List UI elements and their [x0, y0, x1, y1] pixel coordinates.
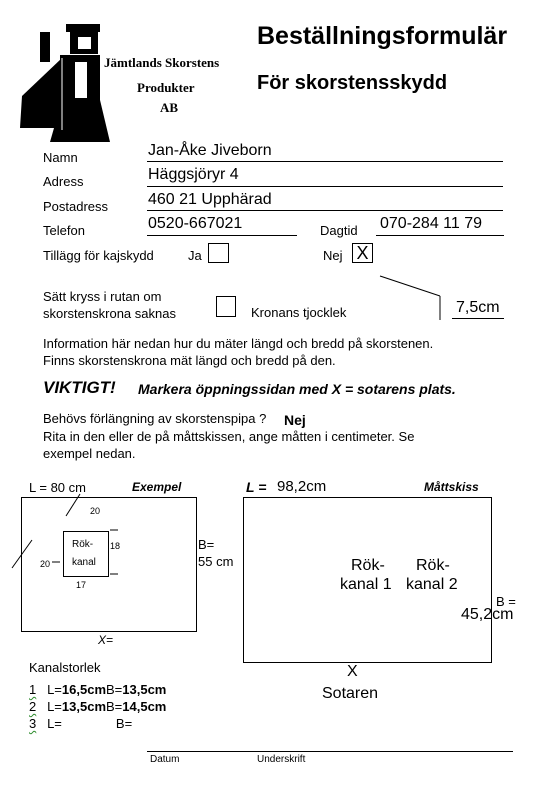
important-text: Markera öppningssidan med X = sotarens plats.: [138, 381, 456, 397]
extension-answer[interactable]: Nej: [284, 412, 306, 428]
extension-question: Behövs förlängning av skorstenspipa ?: [43, 411, 267, 426]
sketch-flue2-line2: kanal 2: [406, 576, 458, 593]
example-left-dim: 20: [40, 559, 51, 569]
example-top-dim: 20: [90, 506, 101, 516]
crown-thickness-line: [452, 318, 504, 319]
addon-no-label: Nej: [323, 248, 343, 263]
logo-text-line2: Produkter: [137, 80, 195, 95]
daytime-value[interactable]: 070-284 11 79: [380, 215, 483, 232]
name-value[interactable]: Jan-Åke Jiveborn: [148, 142, 272, 159]
extension-line2: Rita in den eller de på måttskissen, ange måtten i centimeter. Se: [43, 429, 415, 444]
example-flue-box: [63, 531, 109, 577]
channel-row: [29, 699, 166, 715]
daytime-label: Dagtid: [320, 223, 358, 238]
sketch-title: Måttskiss: [424, 480, 479, 494]
addon-label-text: Tillägg för kajskydd: [43, 248, 154, 263]
phone-label: Telefon: [43, 223, 85, 238]
sketch-flue2-line1: Rök-: [416, 557, 450, 574]
postal-value[interactable]: 460 21 Upphärad: [148, 191, 272, 208]
important-heading: VIKTIGT!: [43, 378, 116, 397]
crown-line2: skorstenskrona saknas: [43, 306, 176, 321]
example-title: Exempel: [132, 480, 182, 494]
channel-l-label: L=: [47, 699, 62, 714]
example-bottom-dim: 17: [76, 580, 87, 590]
channels-title: Kanalstorlek: [29, 660, 101, 675]
sketch-length-label: L =: [246, 479, 267, 495]
example-flue-line1: Rök-: [72, 539, 94, 550]
logo-text-line1: Jämtlands Skorstens: [104, 55, 220, 70]
address-value[interactable]: Häggsjöryr 4: [148, 166, 239, 183]
logo-text-line3: AB: [160, 100, 179, 115]
example-width-line2: 55 cm: [198, 554, 234, 569]
example-flue-line2: kanal: [72, 557, 96, 568]
channel-b-value[interactable]: 13,5cm: [122, 682, 167, 697]
channel-l-value[interactable]: 16,5cm: [61, 682, 106, 697]
channel-l-value[interactable]: 13,5cm: [61, 699, 106, 714]
sketch-sweep-label: Sotaren: [322, 685, 379, 702]
name-line: [147, 161, 503, 162]
channel-b-label: B=: [115, 716, 133, 731]
info-line1: Information här nedan hur du mäter längd och bredd på skorstenen.: [43, 336, 434, 351]
date-label: Datum: [150, 754, 180, 765]
extension-line3: exempel nedan.: [43, 446, 136, 461]
example-width-line1: B=: [198, 537, 215, 552]
form-title: Beställningsformulär: [257, 22, 508, 50]
sketch-flue1-line1: Rök-: [351, 557, 385, 574]
phone-value[interactable]: 0520-667021: [148, 215, 243, 232]
address-label: Adress: [43, 174, 84, 189]
channel-num: 1: [29, 682, 37, 697]
info-line2: Finns skorstenskrona mät längd och bredd på den.: [43, 353, 336, 368]
channel-l-label: L=: [47, 716, 62, 731]
crown-missing-checkbox[interactable]: [216, 296, 236, 317]
sketch-length-value[interactable]: 98,2cm: [277, 478, 327, 495]
example-length: L = 80 cm: [29, 480, 86, 495]
channel-num: 3: [29, 716, 37, 731]
postal-line: [147, 210, 503, 211]
crown-line1: Sätt kryss i rutan om: [43, 289, 162, 304]
daytime-line: [376, 235, 504, 236]
sketch-width-label: B =: [496, 594, 516, 609]
crown-thickness-label: Kronans tjocklek: [251, 305, 347, 320]
channel-row: [29, 682, 166, 698]
example-x-label: X=: [98, 633, 114, 647]
addon-yes-checkbox[interactable]: [208, 243, 229, 263]
postal-label: Postadress: [43, 199, 109, 214]
signature-label: Underskrift: [257, 754, 306, 765]
sketch-x-mark[interactable]: X: [347, 663, 358, 680]
channel-row: [29, 716, 132, 732]
example-right-dim: 18: [110, 541, 121, 551]
addon-yes-label: Ja: [188, 248, 202, 263]
signature-line: [147, 751, 513, 752]
form-subtitle: För skorstensskydd: [257, 72, 448, 94]
channel-l-label: L=: [47, 682, 62, 697]
name-label: Namn: [43, 150, 78, 165]
addon-label: [43, 248, 154, 263]
address-line: [147, 186, 503, 187]
addon-no-checkbox[interactable]: [352, 243, 373, 263]
channel-num: 2: [29, 699, 37, 714]
sketch-width-value[interactable]: 45,2cm: [461, 606, 514, 623]
channel-b-label: B=: [106, 682, 123, 697]
channel-b-label: B=: [106, 699, 123, 714]
addon-no-mark: X: [356, 243, 369, 263]
phone-line: [147, 235, 297, 236]
channel-b-value[interactable]: 14,5cm: [122, 699, 167, 714]
crown-thickness-value[interactable]: 7,5cm: [456, 299, 500, 316]
sketch-flue1-line2: kanal 1: [340, 576, 392, 593]
